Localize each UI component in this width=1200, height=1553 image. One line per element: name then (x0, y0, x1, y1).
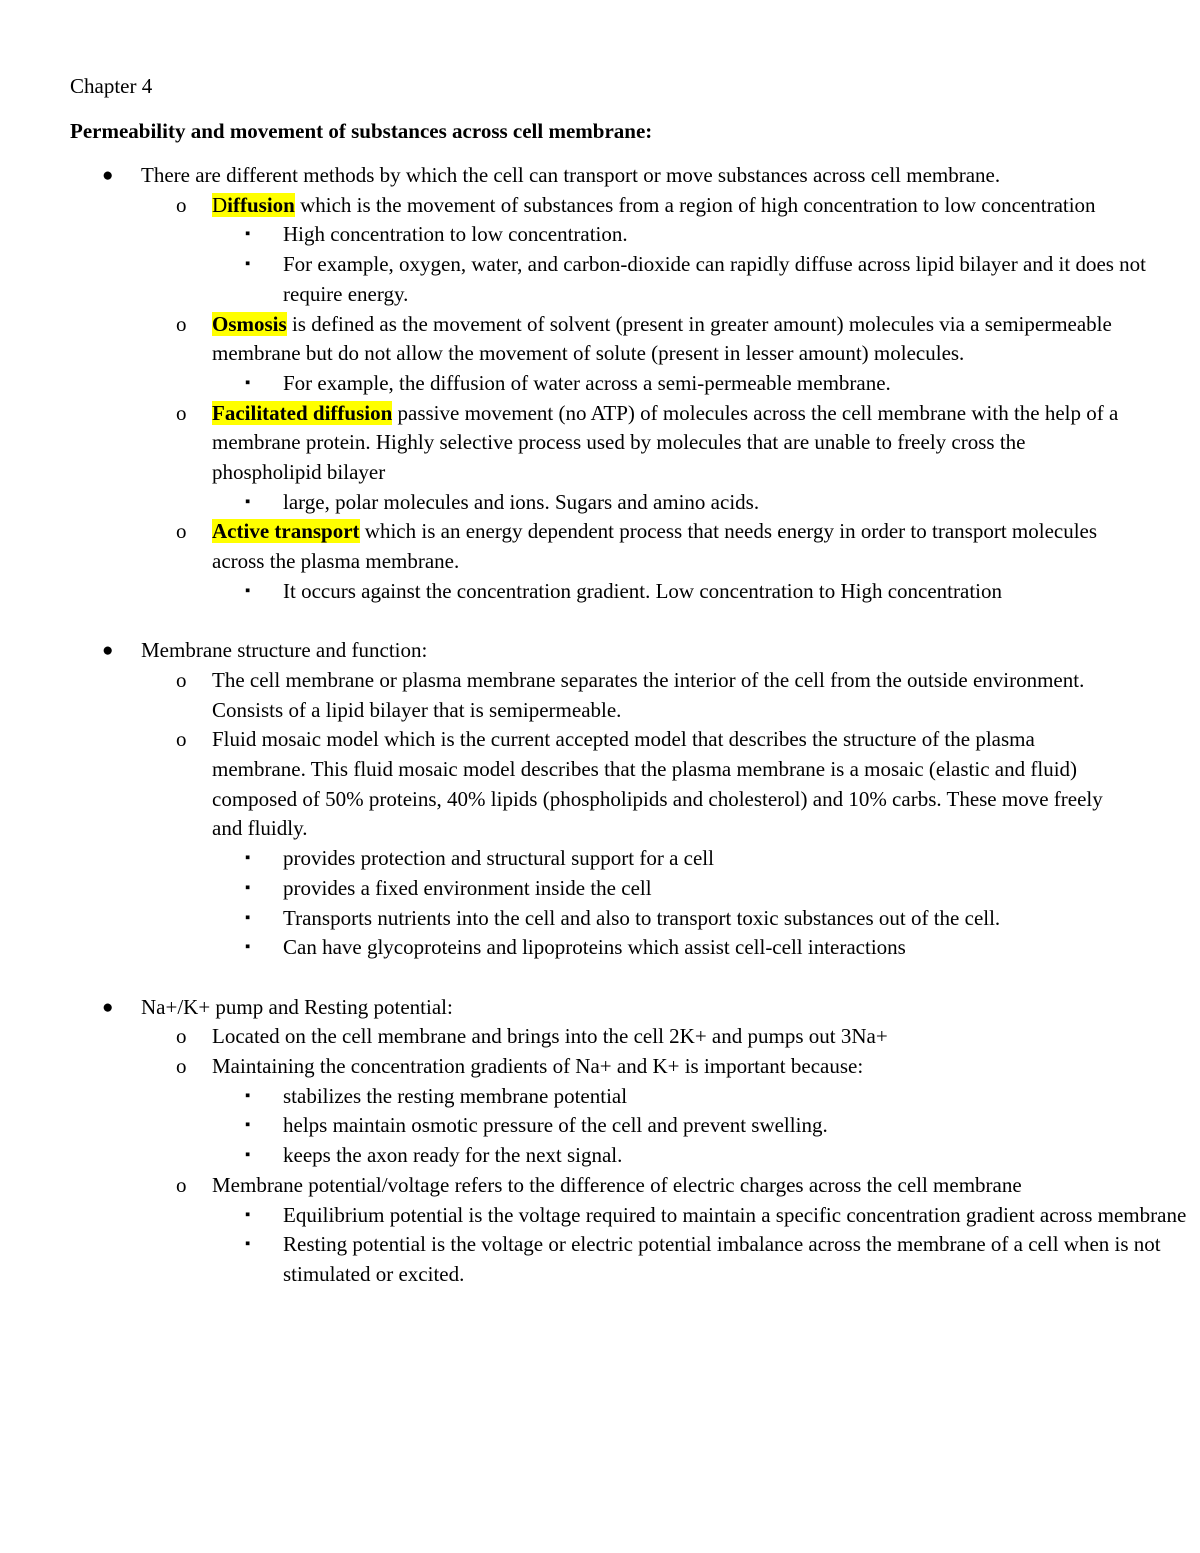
sub-item: ▪ helps maintain osmotic pressure of the cell and prevent swelling. (0, 1111, 1200, 1141)
sub-item: ▪ Can have glycoproteins and lipoproteins which assist cell-cell interactions (0, 933, 1200, 963)
bullet-circle-icon: o (176, 400, 187, 425)
bullet-dot-icon: ● (102, 996, 114, 1018)
item-text: which is an energy dependent process that needs energy in order to transport molecules across the plasma membrane. (212, 519, 1098, 574)
bullet-circle-icon: o (176, 192, 187, 217)
bullet-square-icon: ▪ (245, 1206, 251, 1223)
spacer (0, 963, 1200, 993)
sub-item: ▪ provides protection and structural support for a cell (0, 844, 1200, 874)
item-text: passive movement (no ATP) of molecules across the cell membrane with the help of a membrane protein. Highly selective process used by molecules that are unable to freely cross the phospholipid bilayer (212, 400, 1119, 485)
sub-item: ▪ large, polar molecules and ions. Sugars and amino acids. (0, 488, 1200, 518)
list-item: o Maintaining the concentration gradients of Na+ and K+ is important because: (0, 1052, 1200, 1082)
bullet-square-icon: ▪ (245, 850, 251, 867)
sub-item: ▪ keeps the axon ready for the next signal. (0, 1141, 1200, 1171)
sub-item: ▪ It occurs against the concentration gradient. Low concentration to High concentration (0, 577, 1200, 607)
bullet-dot-icon: ● (102, 165, 114, 186)
section-na-k-pump (0, 993, 1200, 1023)
bullet-circle-icon: o (176, 1024, 187, 1049)
bullet-circle-icon: o (176, 311, 187, 336)
highlight-term: Diffusion (212, 192, 295, 217)
sub-item: ▪ provides a fixed environment inside the cell (0, 874, 1200, 904)
list-item-diffusion (0, 191, 1200, 221)
bullet-square-icon: ▪ (245, 374, 251, 391)
bullet-square-icon: ▪ (245, 879, 251, 896)
bullet-circle-icon: o (176, 1054, 187, 1079)
bullet-square-icon: ▪ (245, 226, 251, 243)
sub-item: ▪ Transports nutrients into the cell and also to transport toxic substances out of the cell. (0, 904, 1200, 934)
sub-item: ▪ Resting potential is the voltage or electric potential imbalance across the membrane of a cell when is not stimulated or excited. (245, 1232, 1161, 1286)
list-item-osmosis (0, 310, 1200, 369)
bullet-circle-icon: o (176, 519, 187, 544)
bullet-square-icon: ▪ (245, 1117, 251, 1134)
bullet-square-icon: ▪ (245, 582, 251, 599)
section-text: There are different methods by which the cell can transport or move substances across cell membrane. (141, 163, 1001, 187)
highlight-term: Active transport (212, 519, 360, 544)
section-text: Membrane structure and function: (141, 638, 428, 663)
list-item: o Fluid mosaic model which is the current accepted model that describes the structure of the plasma membrane. This fluid mosaic model describes that the plasma membrane is a mosaic (elastic and fluid) composed of 50% proteins, 40% lipids (phospholipids and cholesterol) and 10% carbs. These move freely and fluidly. (176, 727, 1103, 841)
bullet-circle-icon: o (176, 667, 187, 692)
bullet-square-icon: ▪ (245, 939, 251, 956)
page-heading: Permeability and movement of substances across cell membrane: (70, 119, 653, 143)
list-item: o Located on the cell membrane and brings into the cell 2K+ and pumps out 3Na+ (0, 1022, 1200, 1052)
bullet-square-icon: ▪ (245, 1236, 251, 1253)
sub-item: ▪ For example, the diffusion of water across a semi-permeable membrane. (0, 369, 1200, 399)
sub-item: ▪ Equilibrium potential is the voltage required to maintain a specific concentration gradient across membrane (0, 1201, 1200, 1231)
spacer (0, 607, 1200, 637)
list-item-facilitated-diffusion (0, 399, 1200, 488)
bullet-square-icon: ▪ (245, 256, 251, 273)
bullet-circle-icon: o (176, 1172, 187, 1197)
bullet-circle-icon: o (176, 727, 187, 752)
list-item: o Membrane potential/voltage refers to the difference of electric charges across the cell membrane (0, 1171, 1200, 1201)
section-transport-methods (0, 161, 1200, 191)
highlight-term: Facilitated diffusion (212, 400, 393, 425)
bullet-square-icon: ▪ (245, 1147, 251, 1164)
sub-item: ▪ High concentration to low concentration. (0, 220, 1200, 250)
bullet-square-icon: ▪ (245, 493, 251, 510)
sub-item: ▪ stabilizes the resting membrane potential (0, 1082, 1200, 1112)
sub-item: ▪ For example, oxygen, water, and carbon-dioxide can rapidly diffuse across lipid bilayer and it does not require energy. (245, 252, 1147, 306)
bullet-dot-icon: ● (102, 640, 114, 662)
list-item: o The cell membrane or plasma membrane separates the interior of the cell from the outside environment. Consists of a lipid bilayer that is semipermeable. (176, 667, 1085, 722)
bullet-square-icon: ▪ (245, 1087, 251, 1104)
section-text: Na+/K+ pump and Resting potential: (141, 994, 453, 1019)
section-membrane-structure (0, 636, 1200, 666)
item-text: is defined as the movement of solvent (present in greater amount) molecules via a semipermeable membrane but do not allow the movement of solute (present in lesser amount) molecules. (212, 311, 1112, 366)
highlight-term: Osmosis (212, 311, 287, 336)
chapter-label: Chapter 4 (70, 74, 153, 98)
item-text: which is the movement of substances from a region of high concentration to low concentration (294, 192, 1096, 217)
bullet-list (0, 161, 1200, 1290)
list-item-active-transport (0, 517, 1200, 576)
bullet-square-icon: ▪ (245, 909, 251, 926)
